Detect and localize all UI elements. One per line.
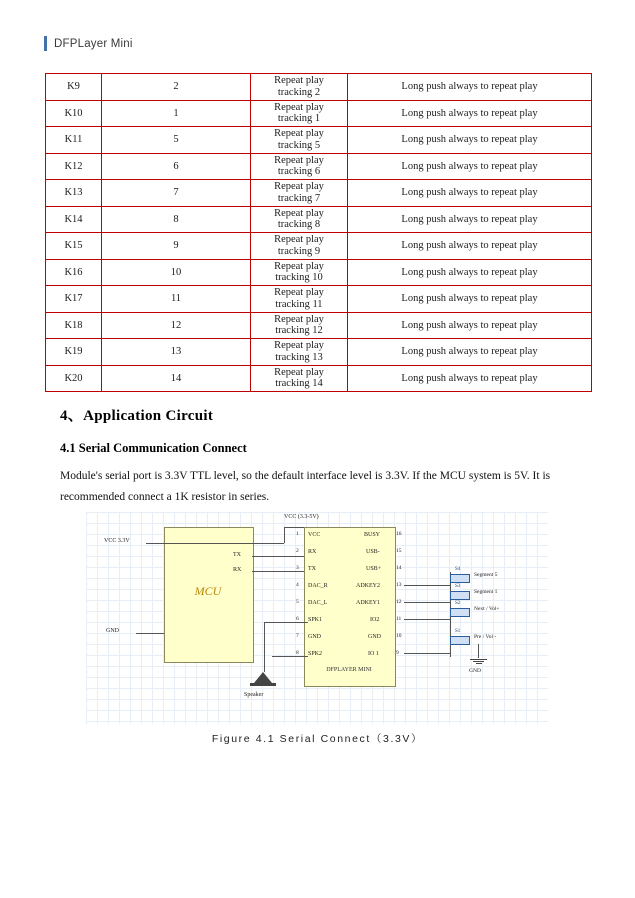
adkey1-wire [404, 602, 450, 603]
spk1-wire [264, 622, 308, 623]
dfp-pin-io2: IO2 [370, 617, 380, 623]
cell-function-line1: Repeat play [274, 313, 324, 325]
cell-number: 1 [102, 100, 251, 127]
cell-function-line1: Repeat play [274, 75, 324, 87]
cell-function [251, 206, 348, 233]
table-row [46, 153, 592, 180]
vcc-rail [164, 543, 284, 544]
cell-function [251, 127, 348, 154]
table-row [46, 180, 592, 207]
table-row [46, 233, 592, 260]
dfplayer-label: DFPLAYER MINI [326, 667, 372, 673]
cell-number: 13 [102, 339, 251, 366]
cell-function-line2: tracking 2 [277, 86, 321, 98]
section-paragraph: Module's serial port is 3.3V TTL level, so the default interface level is 3.3V. If the MCU system is 5V. It is recommended connect a 1K resistor in series. [60, 470, 551, 503]
ground-symbol [470, 658, 487, 665]
cell-description: Long push always to repeat play [348, 233, 592, 260]
dfp-pinnum-6: 6 [296, 616, 299, 622]
io1-wire [404, 653, 450, 654]
tx-wire [252, 556, 304, 557]
cell-function-line1: Repeat play [274, 366, 324, 378]
cell-function-line2: tracking 13 [275, 351, 323, 363]
dfp-pinnum-9: 9 [396, 650, 399, 656]
cell-function [251, 286, 348, 313]
cell-function-line1: Repeat play [274, 181, 324, 193]
dfp-pin-spk1: SPK1 [308, 617, 323, 623]
cell-function-line2: tracking 14 [275, 378, 323, 390]
dfp-pinnum-5: 5 [296, 599, 299, 605]
dfp-pinnum-1: 1 [296, 531, 299, 537]
dfp-pin-rx: RX [308, 549, 317, 555]
mcu-gnd-wire [136, 633, 164, 634]
spk-wire-v [264, 622, 265, 672]
table-row [46, 286, 592, 313]
cell-key: K20 [46, 365, 102, 392]
switch-s3[interactable] [450, 591, 470, 600]
dfp-pin-usb-minus: USB- [366, 549, 380, 555]
cell-description: Long push always to repeat play [348, 153, 592, 180]
speaker-label: Speaker [244, 692, 264, 698]
dfp-pinnum-10: 10 [396, 633, 402, 639]
dfp-pin-tx: TX [308, 566, 316, 572]
key-function-table [45, 73, 587, 392]
cell-function-line1: Repeat play [274, 207, 324, 219]
cell-function-line2: tracking 8 [277, 219, 321, 231]
gnd-wire [478, 644, 479, 658]
rx-wire [252, 571, 304, 572]
io2-wire [404, 619, 450, 620]
cell-key: K15 [46, 233, 102, 260]
cell-function-line2: tracking 10 [275, 272, 323, 284]
dfp-pin-io1: IO 1 [368, 651, 379, 657]
table-row [46, 100, 592, 127]
header-accent-bar [44, 36, 47, 51]
cell-key: K19 [46, 339, 102, 366]
table-row [46, 365, 592, 392]
adkey2-wire [404, 585, 450, 586]
cell-function-line1: Repeat play [274, 234, 324, 246]
cell-key: K9 [46, 74, 102, 101]
cell-key: K13 [46, 180, 102, 207]
cell-function [251, 74, 348, 101]
dfp-pinnum-16: 16 [396, 531, 402, 537]
switch-s2-label: Next / Vol+ [474, 606, 500, 612]
spk2-wire [272, 656, 308, 657]
cell-function-line2: tracking 5 [277, 139, 321, 151]
dfp-pin-gnd: GND [308, 634, 321, 640]
cell-description: Long push always to repeat play [348, 180, 592, 207]
cell-description: Long push always to repeat play [348, 286, 592, 313]
cell-number: 12 [102, 312, 251, 339]
table-row [46, 339, 592, 366]
cell-key: K10 [46, 100, 102, 127]
switch-s4-name: S4 [455, 567, 461, 572]
switch-s1-name: S1 [455, 629, 461, 634]
dfp-pinnum-3: 3 [296, 565, 299, 571]
cell-description: Long push always to repeat play [348, 312, 592, 339]
cell-number: 8 [102, 206, 251, 233]
cell-number: 11 [102, 286, 251, 313]
switch-s3-label: Segment 1 [474, 589, 498, 595]
dfp-pinnum-14: 14 [396, 565, 402, 571]
table-row [46, 74, 592, 101]
vcc-wire-v [284, 527, 285, 543]
serial-connect-figure [86, 512, 548, 724]
mcu-vcc-label: VCC 3.3V [104, 538, 130, 544]
cell-number: 9 [102, 233, 251, 260]
mcu-gnd-label: GND [106, 628, 119, 634]
cell-function [251, 365, 348, 392]
cell-function [251, 259, 348, 286]
speaker-icon-base [250, 683, 276, 686]
page-header [44, 36, 133, 51]
cell-description: Long push always to repeat play [348, 74, 592, 101]
cell-function [251, 100, 348, 127]
dfp-pin-adkey1: ADKEY1 [356, 600, 380, 606]
table-row [46, 259, 592, 286]
dfp-pinnum-7: 7 [296, 633, 299, 639]
cell-function [251, 180, 348, 207]
cell-key: K18 [46, 312, 102, 339]
cell-function-line2: tracking 7 [277, 192, 321, 204]
cell-description: Long push always to repeat play [348, 339, 592, 366]
cell-description: Long push always to repeat play [348, 100, 592, 127]
cell-number: 10 [102, 259, 251, 286]
dfp-pin-gnd-right: GND [368, 634, 381, 640]
cell-function-line1: Repeat play [274, 287, 324, 299]
figure-caption: Figure 4.1 Serial Connect（3.3V） [211, 733, 424, 745]
cell-key: K12 [46, 153, 102, 180]
dfplayer-block [304, 527, 396, 687]
switch-s4-label: Segment 5 [474, 572, 498, 578]
cell-number: 7 [102, 180, 251, 207]
dfp-pinnum-8: 8 [296, 650, 299, 656]
dfp-pin-dac-r: DAC_R [308, 583, 328, 589]
speaker-icon [254, 672, 272, 683]
dfp-pinnum-13: 13 [396, 582, 402, 588]
mcu-vcc-wire [146, 543, 164, 544]
subsection-title: 4.1 Serial Communication Connect [60, 441, 247, 455]
header-title: DFPLayer Mini [54, 37, 133, 50]
cell-number: 6 [102, 153, 251, 180]
cell-number: 14 [102, 365, 251, 392]
dfp-pinnum-2: 2 [296, 548, 299, 554]
cell-function-line1: Repeat play [274, 340, 324, 352]
dfp-pin-dac-l: DAC_L [308, 600, 328, 606]
cell-function [251, 153, 348, 180]
switch-s2[interactable] [450, 608, 470, 617]
switch-s1-label: Pre / Vol - [474, 634, 497, 640]
cell-function-line1: Repeat play [274, 260, 324, 272]
ground-label: GND [469, 668, 481, 674]
cell-key: K16 [46, 259, 102, 286]
dfp-pin-busy: BUSY [364, 532, 381, 538]
switch-s2-name: S2 [455, 601, 461, 606]
dfp-pinnum-15: 15 [396, 548, 402, 554]
table-row [46, 127, 592, 154]
cell-function-line2: tracking 6 [277, 166, 321, 178]
dfp-pin-usb-plus: USB+ [366, 566, 382, 572]
dfp-pin-spk2: SPK2 [308, 651, 323, 657]
switch-s1[interactable] [450, 636, 470, 645]
cell-function-line2: tracking 11 [275, 298, 323, 310]
cell-number: 2 [102, 74, 251, 101]
cell-description: Long push always to repeat play [348, 127, 592, 154]
table-row [46, 206, 592, 233]
cell-function-line2: tracking 9 [277, 245, 321, 257]
cell-key: K17 [46, 286, 102, 313]
table-row [46, 312, 592, 339]
cell-function [251, 339, 348, 366]
cell-description: Long push always to repeat play [348, 259, 592, 286]
cell-description: Long push always to repeat play [348, 365, 592, 392]
mcu-pin-rx: RX [233, 567, 242, 573]
cell-function [251, 233, 348, 260]
cell-function-line2: tracking 12 [275, 325, 323, 337]
dfp-pinnum-11: 11 [396, 616, 402, 622]
switch-s4[interactable] [450, 574, 470, 583]
mcu-pin-tx: TX [233, 552, 241, 558]
dfp-pin-adkey2: ADKEY2 [356, 583, 380, 589]
cell-function-line2: tracking 1 [277, 113, 321, 125]
cell-description: Long push always to repeat play [348, 206, 592, 233]
cell-function-line1: Repeat play [274, 101, 324, 113]
section-title: 4、Application Circuit [60, 408, 214, 424]
figure-vcc-source-label: VCC (3.3-5V) [284, 514, 319, 520]
mcu-label: MCU [194, 584, 222, 598]
cell-key: K14 [46, 206, 102, 233]
dfp-pinnum-4: 4 [296, 582, 299, 588]
cell-key: K11 [46, 127, 102, 154]
cell-number: 5 [102, 127, 251, 154]
dfp-pinnum-12: 12 [396, 599, 402, 605]
cell-function-line1: Repeat play [274, 154, 324, 166]
switch-s3-name: S3 [455, 584, 461, 589]
vcc-wire-h [284, 527, 306, 528]
dfp-pin-vcc: VCC [308, 532, 321, 538]
cell-function [251, 312, 348, 339]
cell-function-line1: Repeat play [274, 128, 324, 140]
